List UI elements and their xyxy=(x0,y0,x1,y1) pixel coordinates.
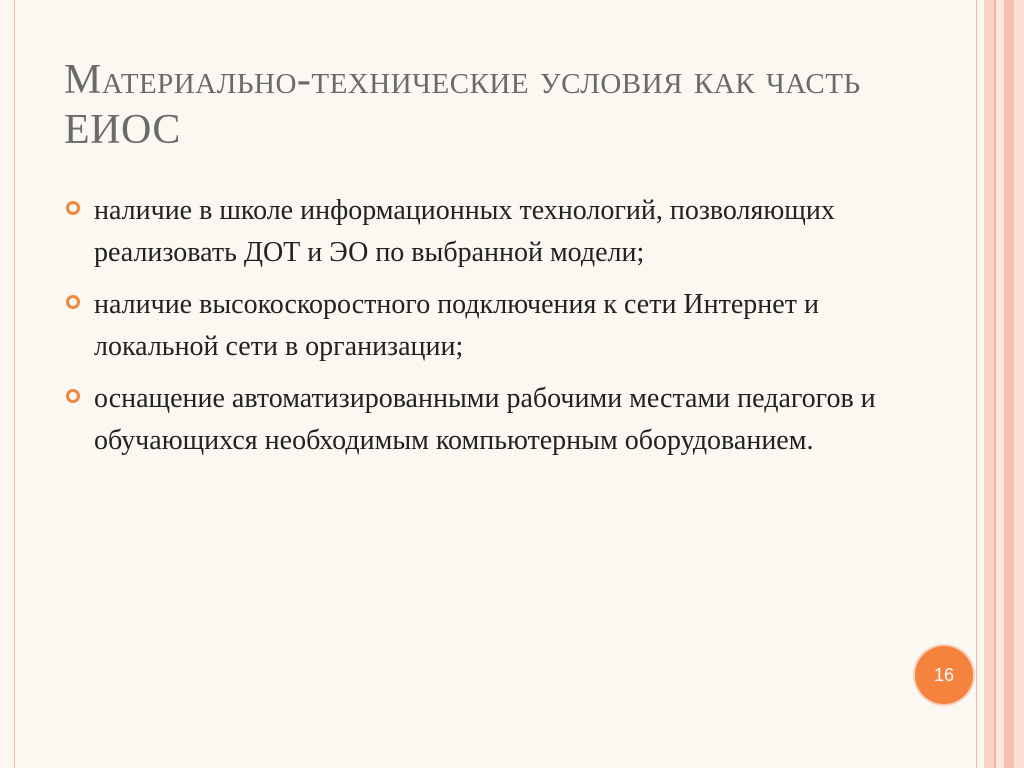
bullet-circle-icon xyxy=(66,201,80,215)
decor-band xyxy=(996,0,1004,768)
bullet-list xyxy=(66,190,886,472)
decor-band xyxy=(1014,0,1024,768)
bullet-item xyxy=(66,190,886,274)
bullet-text: оснащение автоматизированными рабочими местами педагогов и обучающихся необходимым компьютерным оборудованием. xyxy=(94,383,876,456)
slide-title: Материально-технические условия как часть ЕИОС xyxy=(64,57,861,153)
decor-band xyxy=(1004,0,1014,768)
bullet-text: наличие высокоскоростного подключения к сети Интернет и локальной сети в организации; xyxy=(94,289,819,362)
bullet-item xyxy=(66,378,886,462)
bullet-circle-icon xyxy=(66,295,80,309)
bullet-circle-icon xyxy=(66,389,80,403)
page-number-badge: 16 xyxy=(915,646,973,704)
bullet-item xyxy=(66,284,886,368)
frame-line-right xyxy=(976,0,977,768)
decor-band xyxy=(984,0,994,768)
bullet-text: наличие в школе информационных технологий, позволяющих реализовать ДОТ и ЭО по выбранной модели; xyxy=(94,195,835,268)
frame-line-left xyxy=(14,0,15,768)
